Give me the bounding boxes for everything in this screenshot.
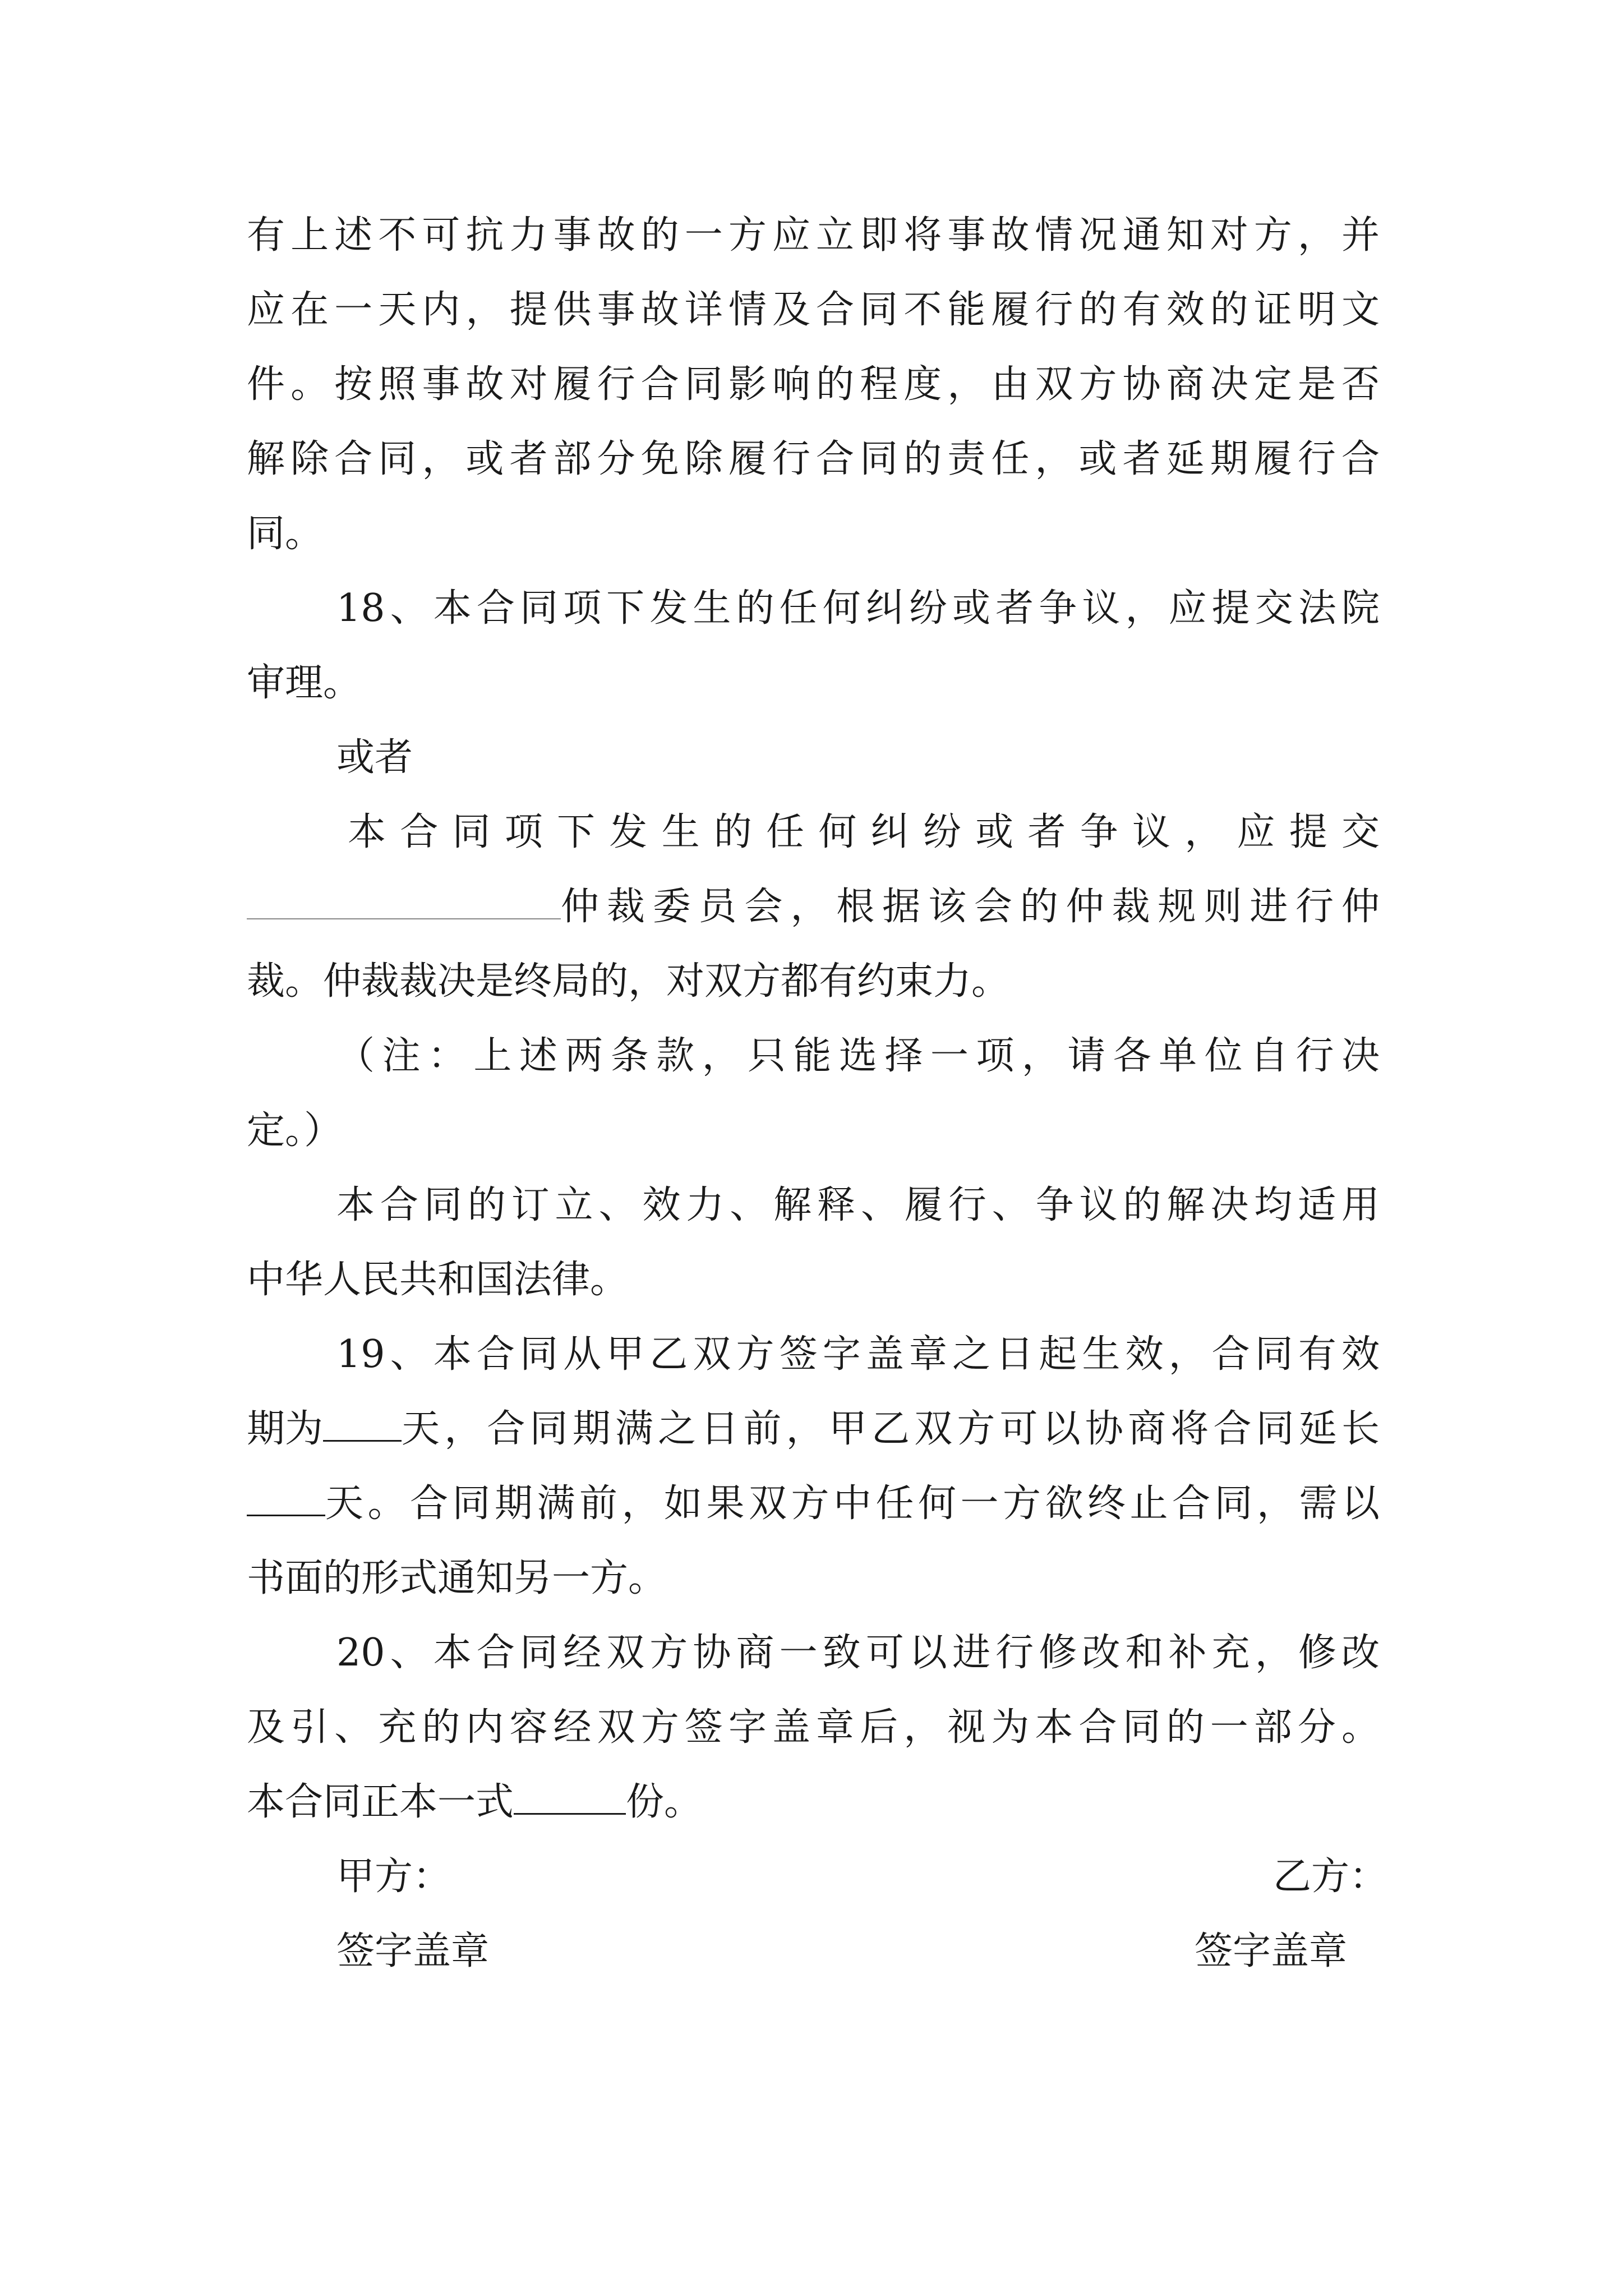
clause-18-line-2: 审理。 <box>247 661 362 705</box>
clause-19-line-2-text: 天，合同期满之日前，甲乙双方可以协商将合同延长 <box>402 1407 1380 1451</box>
clause-20-line-3-prefix: 本合同正本一式 <box>247 1780 514 1824</box>
clause-18-alt-line-2 <box>247 879 1380 935</box>
clause-19-line-4: 书面的形式通知另一方。 <box>247 1556 667 1600</box>
arbitration-commission-blank[interactable] <box>247 882 561 919</box>
clause-20-line-3 <box>247 1774 702 1830</box>
clause-19-line-1: 19、本合同从甲乙双方签字盖章之日起生效，合同有效 <box>336 1332 1380 1377</box>
clause-18-alt-line-3: 裁。仲裁裁决是终局的，对双方都有约束力。 <box>247 959 1010 1004</box>
party-b-seal: 签字盖章 <box>1195 1929 1348 1973</box>
force-majeure-line-1: 有上述不可抗力事故的一方应立即将事故情况通知对方，并 <box>247 213 1380 257</box>
force-majeure-line-4: 解除合同，或者部分免除履行合同的责任，或者延期履行合 <box>247 437 1380 481</box>
clause-18-law-line-1: 本合同的订立、效力、解释、履行、争议的解决均适用 <box>336 1183 1380 1227</box>
party-a-label: 甲方： <box>336 1855 451 1899</box>
copies-count-blank[interactable] <box>514 1777 626 1815</box>
clause-18-note-line-1: （注：上述两条款，只能选择一项，请各单位自行决 <box>336 1034 1380 1078</box>
clause-20-line-3-suffix: 份。 <box>626 1780 703 1824</box>
force-majeure-line-3: 件。按照事故对履行合同影响的程度，由双方协商决定是否 <box>247 362 1380 407</box>
clause-19-line-3 <box>247 1476 1380 1532</box>
clause-18-alt-line-2-text: 仲裁委员会，根据该会的仲裁规则进行仲 <box>561 885 1380 929</box>
validity-days-blank[interactable] <box>323 1404 402 1442</box>
clause-18-or: 或者 <box>336 735 413 780</box>
clause-20-line-1: 20、本合同经双方协商一致可以进行修改和补充，修改 <box>336 1631 1380 1675</box>
clause-18-law-line-2: 中华人民共和国法律。 <box>247 1258 629 1302</box>
clause-18-alt-line-1: 本合同项下发生的任何纠纷或者争议，应提交 <box>348 810 1380 854</box>
clause-19-line-2-prefix: 期为 <box>247 1407 324 1451</box>
party-b-label: 乙方： <box>1273 1855 1388 1899</box>
extension-days-blank[interactable] <box>247 1479 325 1516</box>
clause-18-note-line-2: 定。） <box>247 1108 343 1153</box>
party-a-seal: 签字盖章 <box>336 1929 490 1973</box>
clause-20-line-2: 及引、充的内容经双方签字盖章后，视为本合同的一部分。 <box>247 1705 1380 1750</box>
force-majeure-line-5: 同。 <box>247 512 324 556</box>
clause-19-line-3-text: 天。合同期满前，如果双方中任何一方欲终止合同，需以 <box>325 1481 1380 1526</box>
force-majeure-line-2: 应在一天内，提供事故详情及合同不能履行的有效的证明文 <box>247 288 1380 332</box>
clause-18-line-1: 18、本合同项下发生的任何纠纷或者争议，应提交法院 <box>336 586 1380 631</box>
clause-19-line-2 <box>247 1401 1380 1457</box>
